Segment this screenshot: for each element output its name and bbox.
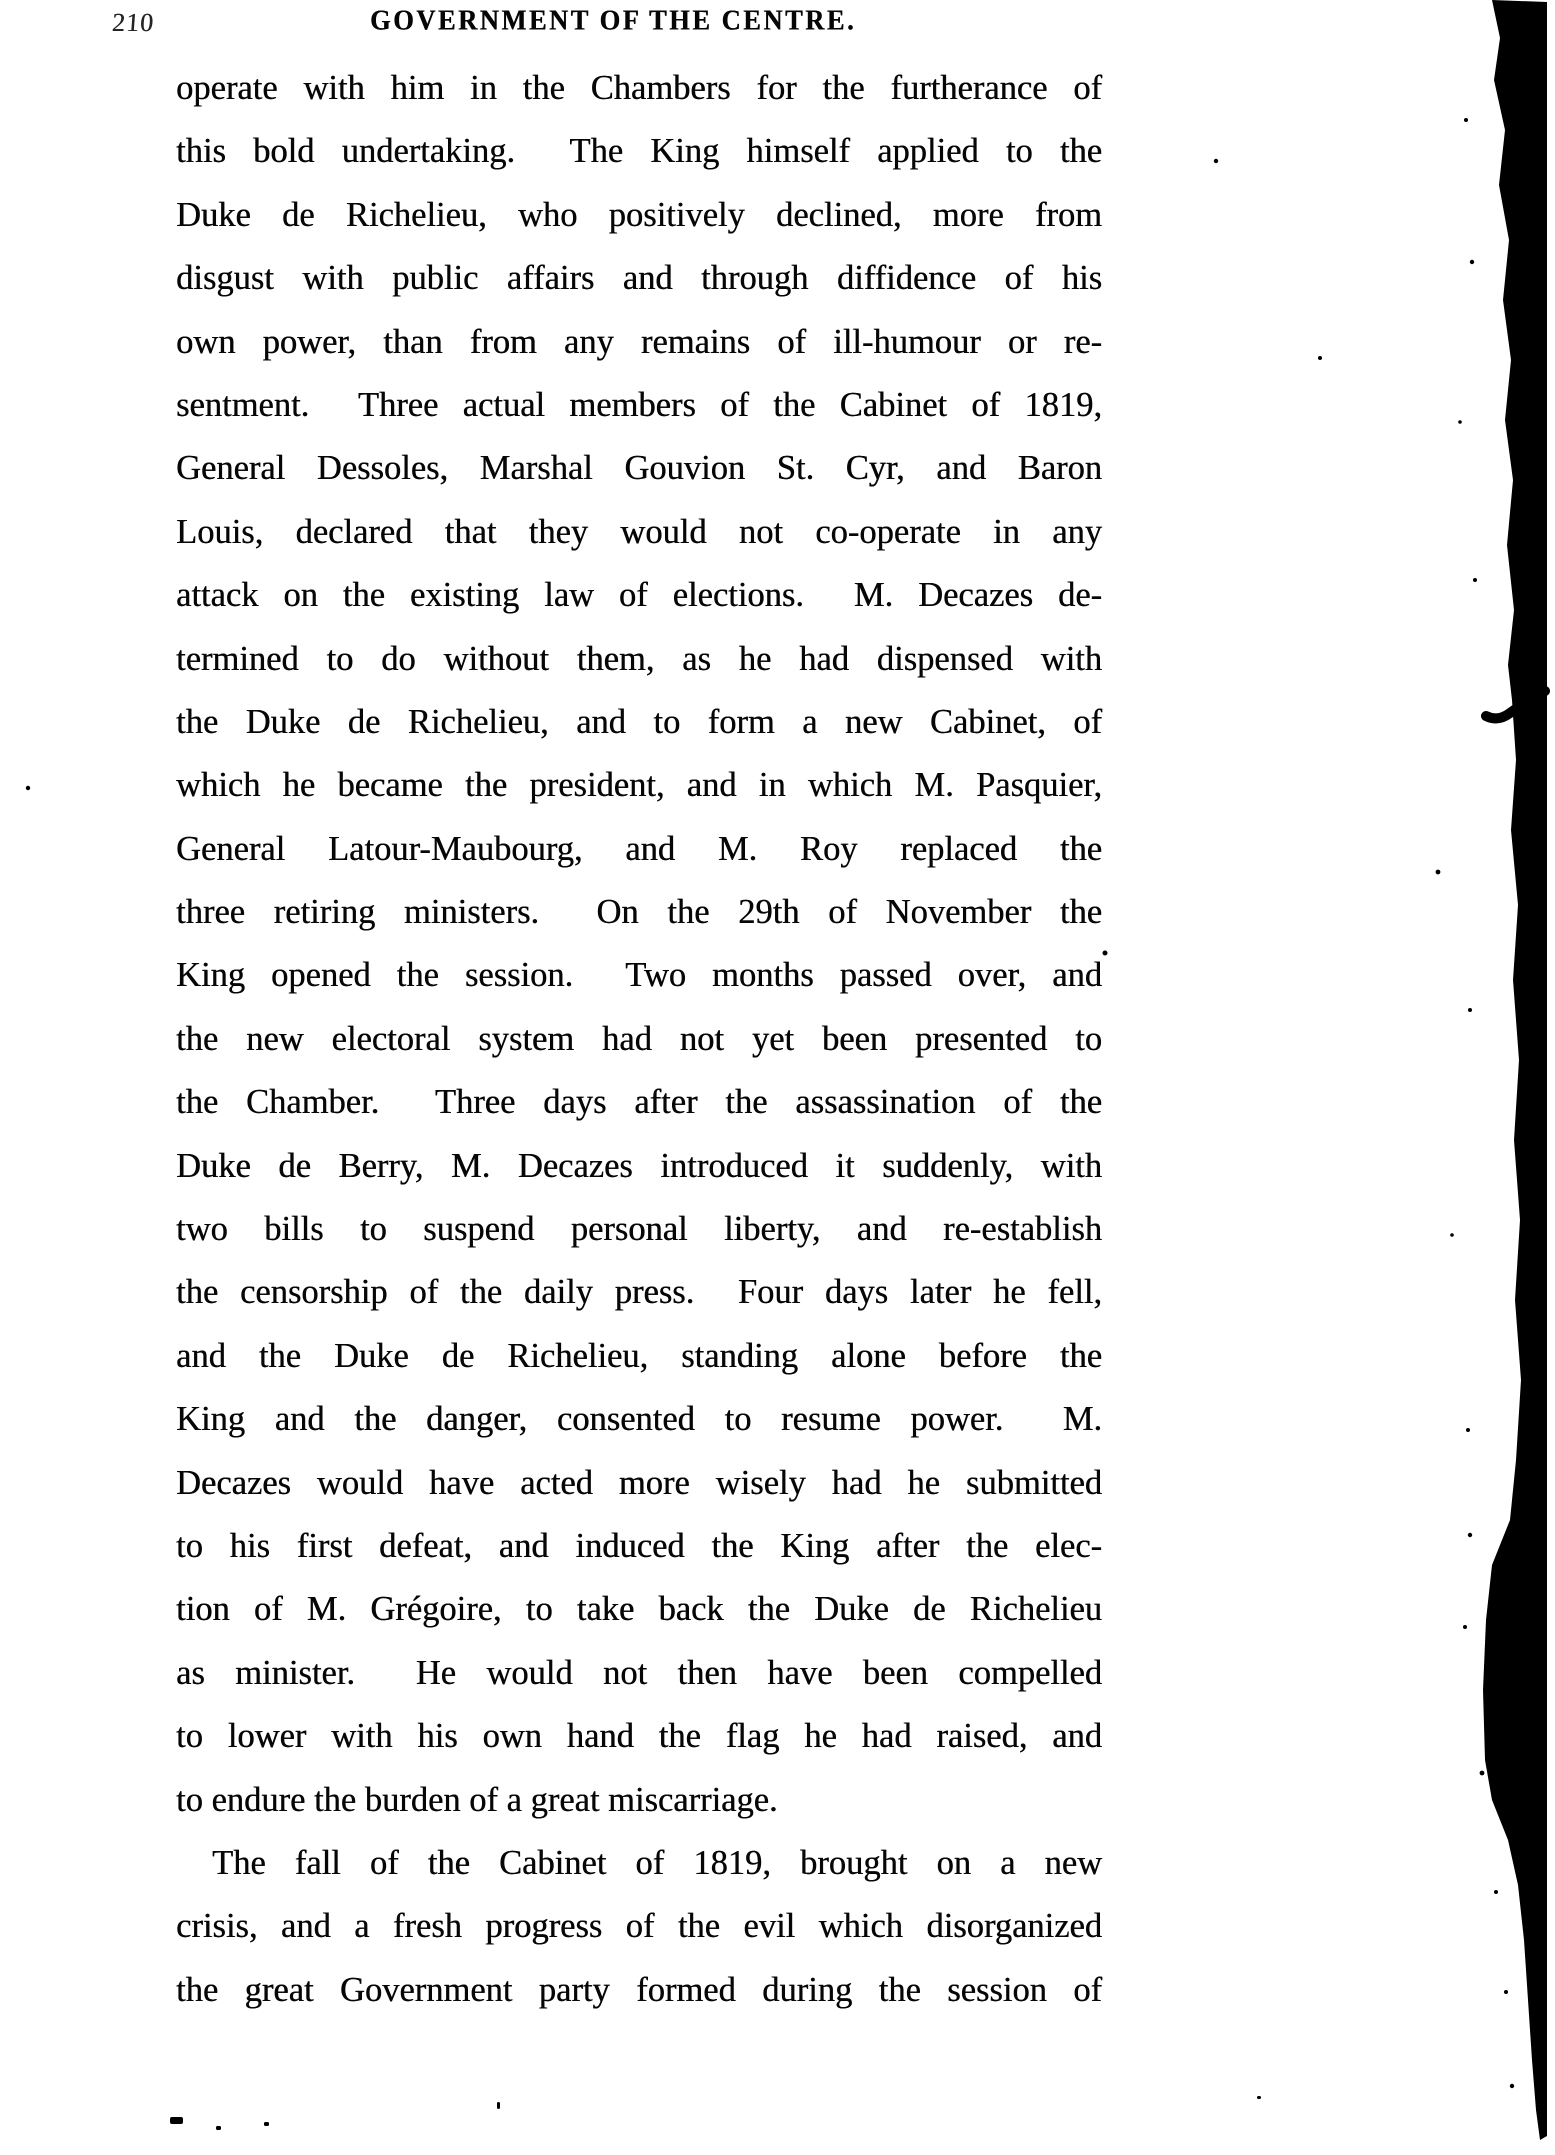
text-line: three retiring ministers. On the 29th of November the [176,893,1102,932]
text-line: Duke de Richelieu, who positively declined, more from [176,195,1102,234]
text-line: attack on the existing law of elections. M. Decazes de- [176,576,1102,615]
pen-mark [1486,691,1545,718]
text-line: two bills to suspend personal liberty, and re-establish [176,1210,1102,1249]
text-line: to his first defeat, and induced the King after the elec- [176,1526,1102,1565]
running-title: GOVERNMENT OF THE CENTRE. [370,4,857,36]
text-line: the Chamber. Three days after the assassination of the [176,1083,1102,1122]
text-line: crisis, and a fresh progress of the evil which disorganized [176,1907,1102,1946]
text-line: Duke de Berry, M. Decazes introduced it suddenly, with [176,1146,1102,1185]
text-line: tion of M. Grégoire, to take back the Duke de Richelieu [176,1590,1102,1629]
text-line: Louis, declared that they would not co-operate in any [176,512,1102,551]
page-header [0,0,1555,60]
text-line: the new electoral system had not yet been presented to [176,1019,1102,1058]
text-line: to lower with his own hand the flag he had raised, and [176,1717,1102,1756]
page-number: 210 [111,8,156,37]
text-line: the censorship of the daily press. Four days later he fell, [176,1273,1102,1312]
text-line: disgust with public affairs and through diffidence of his [176,259,1102,298]
text-line: own power, than from any remains of ill-humour or re- [176,322,1102,361]
text-line: as minister. He would not then have been compelled [176,1653,1102,1692]
text-line: termined to do without them, as he had dispensed with [176,639,1102,678]
text-line: the great Government party formed during the session of [176,1970,1102,2009]
text-line: General Latour-Maubourg, and M. Roy replaced the [176,829,1102,868]
text-line: this bold undertaking. The King himself applied to the [176,132,1102,171]
scan-binding-shadow [1483,0,1547,2140]
text-line: King opened the session. Two months passed over, and [176,956,1102,995]
text-line: to endure the burden of a great miscarriage. [176,1780,778,1819]
text-line: the Duke de Richelieu, and to form a new Cabinet, of [176,702,1102,741]
text-line: General Dessoles, Marshal Gouvion St. Cyr, and Baron [176,449,1102,488]
text-line: operate with him in the Chambers for the furtherance of [176,69,1102,107]
text-line: sentment. Three actual members of the Cabinet of 1819, [176,385,1102,424]
body-text [176,57,1102,2022]
text-line: King and the danger, consented to resume power. M. [176,1400,1102,1439]
text-line: and the Duke de Richelieu, standing alone before the [176,1336,1102,1375]
text-line: The fall of the Cabinet of 1819, brought on a new [212,1843,1102,1882]
text-line: Decazes would have acted more wisely had he submitted [176,1463,1102,1502]
text-line: which he became the president, and in which M. Pasquier, [176,766,1102,805]
